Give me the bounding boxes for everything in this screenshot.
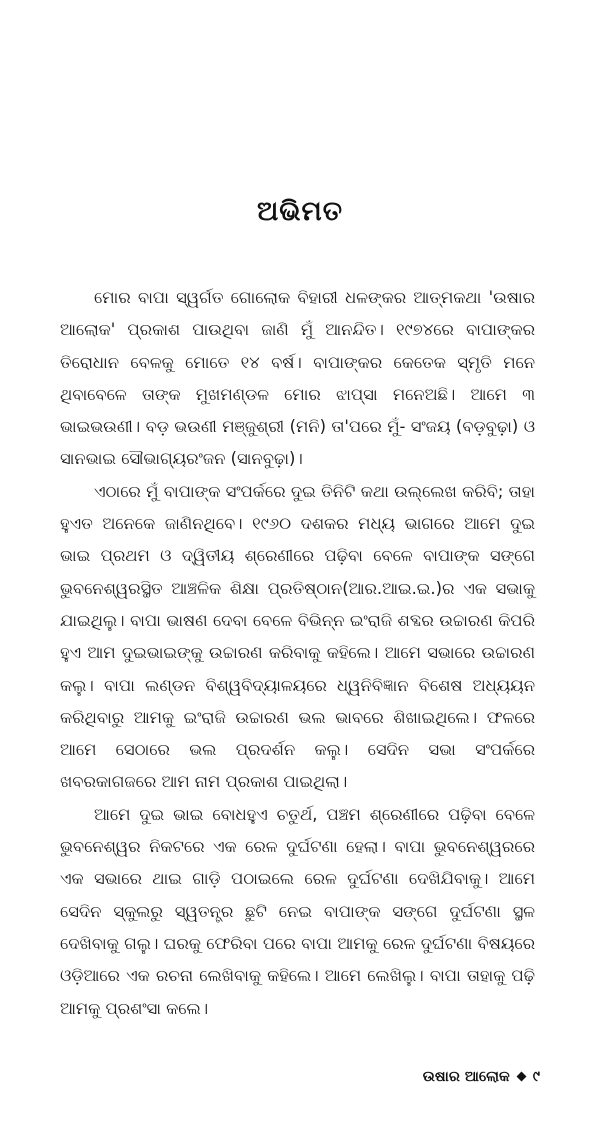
page-title: ଅଭିମତ	[257, 196, 343, 227]
page-number: ୯	[532, 1069, 540, 1085]
paragraph-1: ମୋର ବାପା ସ୍ୱର୍ଗତ ଗୋଲୋକ ବିହାରୀ ଧଳଙ୍କର ଆତ୍ମକଥା 'ଉଷାର ଆଲୋକ' ପ୍ରକାଶ ପାଉଥିବା ଜାଣି ମୁଁ ଆନନ୍ଦିତ। ୧୯୭୪ରେ ବାପାଙ୍କର ତିରୋଧାନ ବେଳକୁ ମୋତେ ୧୪ ବର୍ଷ। ବାପାଙ୍କର କେତେକ ସ୍ମୃତି ମନେ ଥିବାବେଳେ ତାଙ୍କ ମୁଖମଣ୍ଡଳ ମୋର ଝାପ୍‌ସା ମନେଅଛି। ଆମେ ୩ ଭାଇଭଉଣୀ। ବଡ଼ ଭଉଣୀ ମଞ୍ଜୁଶ୍ରୀ (ମନି) ତା'ପରେ ମୁଁ- ସଂଜୟ (ବଡ଼ବୁଢ଼ା) ଓ ସାନଭାଇ ସୌଭାଗ୍ୟରଂଜନ (ସାନବୁଢ଼ା)।	[60, 288, 535, 469]
footer-book-title: ଉଷାର ଆଲୋକ	[422, 1069, 510, 1085]
paragraph-3: ଆମେ ଦୁଇ ଭାଇ ବୋଧହୁଏ ଚତୁର୍ଥ, ପଞ୍ଚମ ଶ୍ରେଣୀରେ ପଢ଼ିବା ବେଳେ ଭୁବନେଶ୍ୱର ନିକଟରେ ଏକ ରେଳ ଦୁର୍ଘଟଣା ହେଲା। ବାପା ଭୁବନେଶ୍ୱରରେ ଏକ ସଭାରେ ଥାଇ ଗାଡ଼ି ପଠାଇଲେ ରେଳ ଦୁର୍ଘଟଣା ଦେଖିଯିବାକୁ। ଆମେ ସେଦିନ ସ୍କୁଲରୁ ସ୍ୱତନ୍ତ୍ର ଛୁଟି ନେଇ ବାପାଙ୍କ ସଙ୍ଗେ ଦୁର୍ଘଟଣା ସ୍ଥଳ ଦେଖିବାକୁ ଗଲୁ। ଘରକୁ ଫେରିବା ପରେ ବାପା ଆମକୁ ରେଳ ଦୁର୍ଘଟଣା ବିଷୟରେ ଓଡ଼ିଆରେ ଏକ ରଚନା ଲେଖିବାକୁ କହିଲେ। ଆମେ ଲେଖିଲୁ। ବାପା ତାହାକୁ ପଢ଼ି ଆମକୁ ପ୍ରଶଂସା କଲେ।	[60, 804, 535, 1018]
paragraph-2: ଏଠାରେ ମୁଁ ବାପାଙ୍କ ସଂପର୍କରେ ଦୁଇ ତିନିଟି କଥା ଉଲ୍ଲେଖ କରିବି; ତାହା ହୁଏତ ଅନେକେ ଜାଣିନଥିବେ। ୧୯୬୦ ଦଶକର ମଧ୍ୟ ଭାଗରେ ଆମେ ଦୁଇ ଭାଇ ପ୍ରଥମ ଓ ଦ୍ୱିତୀୟ ଶ୍ରେଣୀରେ ପଢ଼ିବା ବେଳେ ବାପାଙ୍କ ସଙ୍ଗେ ଭୁବନେଶ୍ୱରସ୍ଥିତ ଆଞ୍ଚଳିକ ଶିକ୍ଷା ପ୍ରତିଷ୍ଠାନ(ଆର.ଆଇ.ଇ.)ର ଏକ ସଭାକୁ ଯାଇଥିଲୁ। ବାପା ଭାଷଣ ଦେବା ବେଳେ ବିଭିନ୍ନ ଇଂରାଜି ଶବ୍ଦର ଉଚ୍ଚାରଣ କିପରି ହୁଏ ଆମ ଦୁଇଭାଇଙ୍କୁ ଉଚ୍ଚାରଣ କରିବାକୁ କହିଲେ। ଆମେ ସଭାରେ ଉଚ୍ଚାରଣ କଲୁ। ବାପା ଲଣ୍ଡନ ବିଶ୍ୱବିଦ୍ୟାଳୟରେ ଧ୍ୱନିବିଜ୍ଞାନ ବିଶେଷ ଅଧ୍ୟୟନ କରିଥିବାରୁ ଆମକୁ ଇଂରାଜି ଉଚ୍ଚାରଣ ଭଲ ଭାବରେ ଶିଖାଇଥିଲେ। ଫଳରେ ଆମେ ସେଠାରେ ଭଲ ପ୍ରଦର୍ଶନ କଲୁ। ସେଦିନ ସଭା ସଂପର୍କରେ ଖବରକାଗଜରେ ଆମ ନାମ ପ୍ରକାଶ ପାଇଥିଲା।	[60, 481, 535, 792]
diamond-bullet-icon	[516, 1071, 526, 1081]
running-footer	[423, 1069, 540, 1085]
body-text	[60, 282, 535, 1025]
